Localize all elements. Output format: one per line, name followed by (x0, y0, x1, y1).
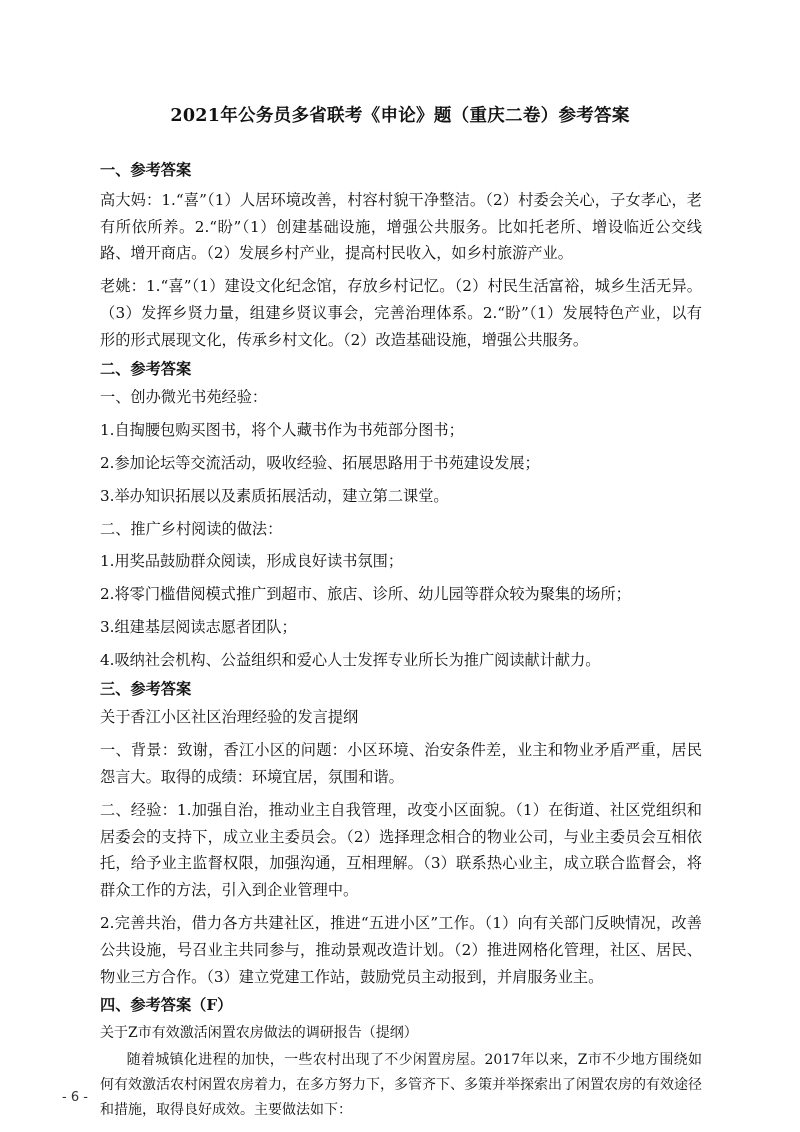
paragraph: 高大妈：1.“喜”（1）人居环境改善，村容村貌干净整洁。（2）村委会关心，子女孝心，老有所依所养。2.“盼”（1）创建基础设施，增强公共服务。比如托老所、增设临近公交线路、增开商店。（2）发展乡村产业，提高村民收入，如乡村旅游产业。 (100, 190, 702, 263)
document-title: 2021年公务员多省联考《申论》题（重庆二卷）参考答案 (170, 106, 630, 126)
section-heading: 四、参考答案（F） (100, 996, 233, 1015)
paragraph: 老姚：1.“喜”（1）建设文化纪念馆，存放乡村记忆。（2）村民生活富裕，城乡生活无异。（3）发挥乡贤力量，组建乡贤议事会，完善治理体系。2.“盼”（1）发展特色产业，以有形的形式展现文化，传承乡村文化。（2）改造基础设施，增强公共服务。 (100, 277, 702, 349)
subtitle-line: 关于Z市有效激活闲置农房做法的调研报告（提纲） (100, 1025, 418, 1042)
section-heading: 二、参考答案 (100, 359, 192, 378)
list-item: 2.将零门槛借阅模式推广到超市、旅店、诊所、幼儿园等群众较为聚集的场所； (100, 585, 631, 604)
section-heading: 三、参考答案 (100, 679, 192, 698)
section-heading: 一、参考答案 (100, 161, 192, 179)
paragraph: 二、经验：1.加强自治，推动业主自我管理，改变小区面貌。（1）在街道、社区党组织和居委会的支持下，成立业主委员会。（2）选择理念相合的物业公司，与业主委员会互相依托，给予业主监督权限，加强沟通，互相理解。（3）联系热心业主，成立联合监督会，将群众工作的方法，引入到企业管理中。 (100, 800, 702, 900)
list-item: 3.举办知识拓展以及素质拓展活动，建立第二课堂。 (100, 486, 449, 505)
text-line: 一、创办微光书苑经验： (100, 388, 268, 407)
paragraph: 2.完善共治，借力各方共建社区，推进“五进小区”工作。（1）向有关部门反映情况，改善公共设施，号召业主共同参与，推动景观改造计划。（2）推进网格化管理，社区、居民、物业三方合作。（3）建立党建工作站，鼓励党员主动报到，并肩服务业主。 (100, 913, 702, 986)
list-item: 1.自掏腰包购买图书，将个人藏书作为书苑部分图书； (100, 421, 464, 440)
text-line: 关于香江小区社区治理经验的发言提纲 (100, 708, 359, 727)
paragraph: 一、背景：致谢，香江小区的问题：小区环境、治安条件差，业主和物业矛盾严重，居民怨言大。取得的成绩：环境宜居，氛围和谐。 (100, 741, 702, 786)
document-body (100, 157, 702, 1123)
list-item: 3.组建基层阅读志愿者团队； (100, 617, 297, 636)
list-item: 1.用奖品鼓励群众阅读，形成良好读书氛围； (100, 552, 404, 571)
paragraph: 随着城镇化进程的加快，一些农村出现了不少闲置房屋。2017年以来，Z市不少地方围绕如何有效激活农村闲置农房着力，在多方努力下，多管齐下、多策并举探索出了闲置农房的有效途径和措施，取得良好成效。主要做法如下： (100, 1052, 702, 1119)
list-item: 4.吸纳社会机构、公益组织和爱心人士发挥专业所长为推广阅读献计献力。 (100, 650, 601, 669)
text-line: 二、推广乡村阅读的做法： (100, 519, 283, 538)
page-number: - 6 - (62, 1090, 88, 1105)
list-item: 2.参加论坛等交流活动，吸收经验、拓展思路用于书苑建设发展； (100, 453, 540, 472)
